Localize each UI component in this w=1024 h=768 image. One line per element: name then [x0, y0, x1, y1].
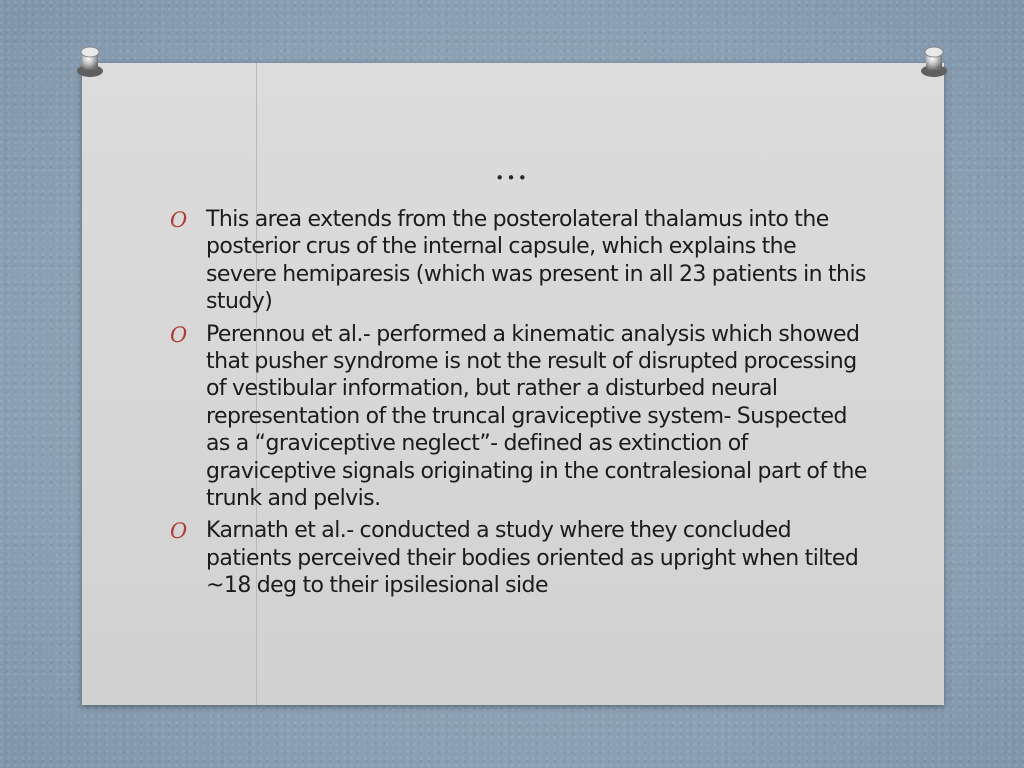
- bullet-marker: O: [170, 519, 187, 544]
- bullet-text: Perennou et al.- performed a kinematic analysis which showed that pusher syndrome is not the result of disrupted processing of vestibular information, but rather a disturbed neural representation of the truncal graviceptive system- Suspected as a “graviceptive neglect”- defined as extinction of graviceptive signals originating in the contralesional part of the trunk and pelvis.: [206, 321, 867, 512]
- bullet-item: [168, 517, 868, 599]
- bullet-item: [168, 321, 868, 513]
- bullet-text: Karnath et al.- conducted a study where they concluded patients perceived their bodies oriented as upright when tilted ~18 deg to their ipsilesional side: [206, 518, 859, 599]
- pushpin-icon: [916, 44, 952, 80]
- slide-title: …: [494, 148, 530, 188]
- bullet-marker: O: [170, 208, 187, 232]
- bullet-marker: O: [170, 322, 187, 347]
- bullet-text: This area extends from the posterolateral thalamus into the posterior crus of the internal capsule, which explains the severe hemiparesis (which was present in all 23 patients in this study): [206, 207, 866, 315]
- pushpin-icon: [72, 44, 108, 80]
- bullet-item: [168, 206, 868, 316]
- bullet-list: [168, 206, 868, 605]
